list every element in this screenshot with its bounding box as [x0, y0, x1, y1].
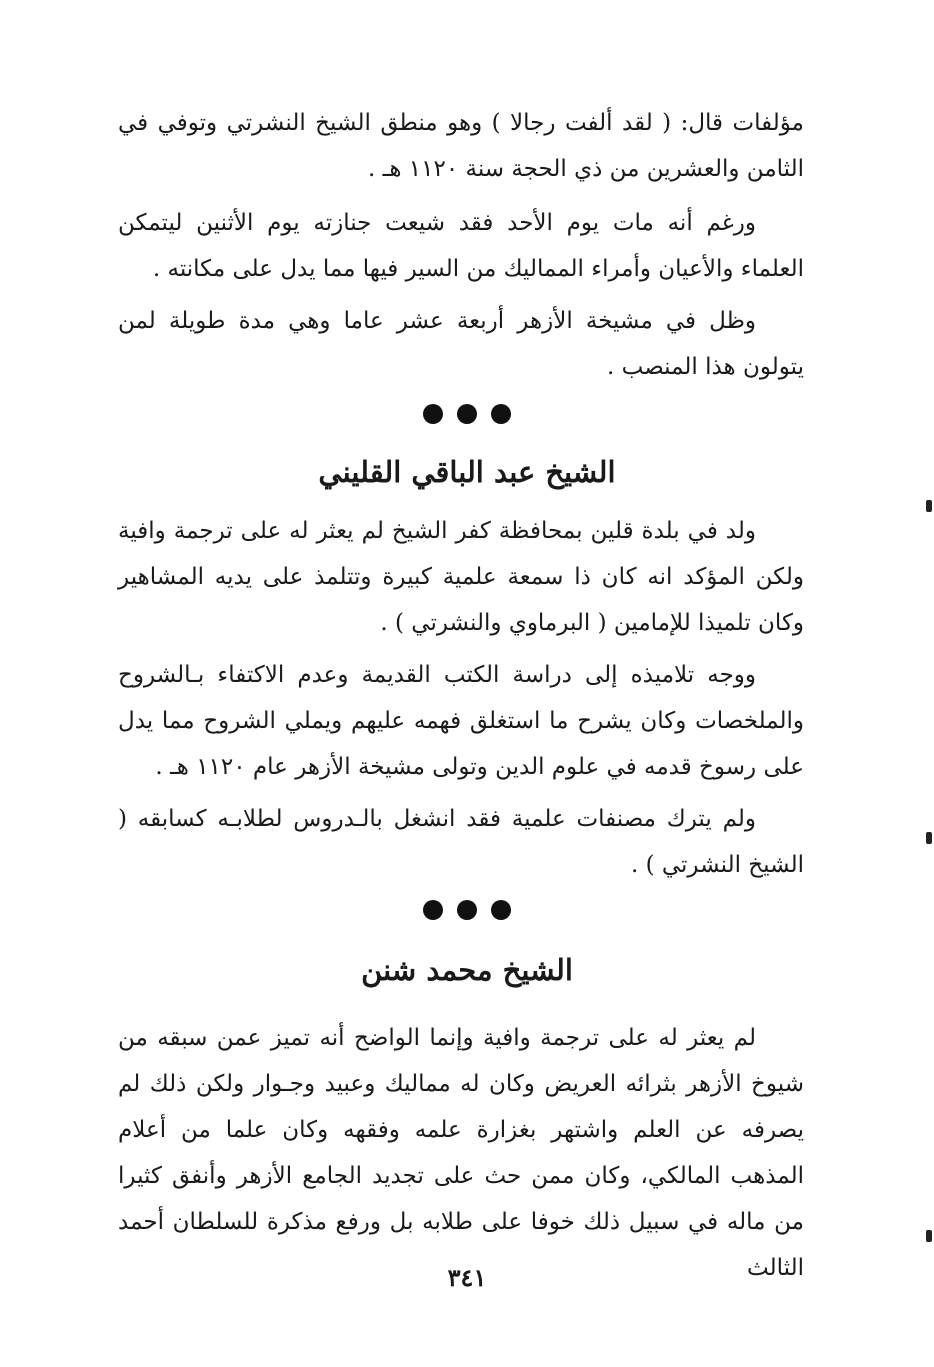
- bullet-dot: [491, 404, 511, 424]
- bullet-dot: [423, 900, 443, 920]
- section-heading-shanan: الشيخ محمد شنن: [361, 953, 573, 987]
- bullet-dot: [457, 900, 477, 920]
- page-number: ٣٤١: [447, 1263, 487, 1292]
- scan-mark: [926, 500, 932, 512]
- scan-mark: [926, 1230, 932, 1242]
- section-separator-2: [0, 900, 934, 924]
- bullet-dot: [423, 404, 443, 424]
- paragraph-7: لم يعثر له على ترجمة وافية وإنما الواضح أنه تميز عمن سبقه من شيوخ الأزهر بثرائه العريض وكان له مماليك وعبيد وجـوار ولكن ذلك لم يصرفه عن العلم واشتهر بغزارة علمه وفقهه وكان علما من أعلام المذهب المالكي، وكان ممن حث على تجديد الجامع الأزهر وأنفق كثيرا من ماله في سبيل ذلك خوفا على طلابه بل ورفع مذكرة للسلطان أحمد الثالث: [118, 1025, 804, 1281]
- bullet-dot: [457, 404, 477, 424]
- bullet-dot: [491, 900, 511, 920]
- paragraph-3: وظل في مشيخة الأزهر أربعة عشر عاما وهي مدة طويلة لمن يتولون هذا المنصب .: [118, 308, 804, 380]
- paragraph-1: مؤلفات قال: ( لقد ألفت رجالا ) وهو منطق الشيخ النشرتي وتوفي في الثامن والعشرين من ذي الحجة سنة ١١٢٠ هـ .: [118, 110, 804, 182]
- paragraph-6: ولم يترك مصنفات علمية فقد انشغل بالـدروس لطلابـه كسابقه ( الشيخ النشرتي ) .: [118, 806, 804, 878]
- section-separator-1: [0, 404, 934, 428]
- paragraph-5: ووجه تلاميذه إلى دراسة الكتب القديمة وعدم الاكتفاء بـالشروح والملخصات وكان يشرح ما استغلق فهمه عليهم ويملي الشروح مما يدل على رسوخ قدمه في علوم الدين وتولى مشيخة الأزهر عام ١١٢٠ هـ .: [118, 662, 804, 780]
- paragraph-2: ورغم أنه مات يوم الأحد فقد شيعت جنازته يوم الأثنين ليتمكن العلماء والأعيان وأمراء المماليك من السير فيها مما يدل على مكانته .: [118, 210, 804, 282]
- section-heading-abdelbaqi: الشيخ عبد الباقي القليني: [318, 455, 616, 489]
- paragraph-4: ولد في بلدة قلين بمحافظة كفر الشيخ لم يعثر له على ترجمة وافية ولكن المؤكد انه كان ذا سمعة علمية كبيرة وتتلمذ على يديه المشاهير وكان تلميذا للإمامين ( البرماوي والنشرتي ) .: [118, 518, 804, 636]
- scan-mark: [926, 832, 932, 844]
